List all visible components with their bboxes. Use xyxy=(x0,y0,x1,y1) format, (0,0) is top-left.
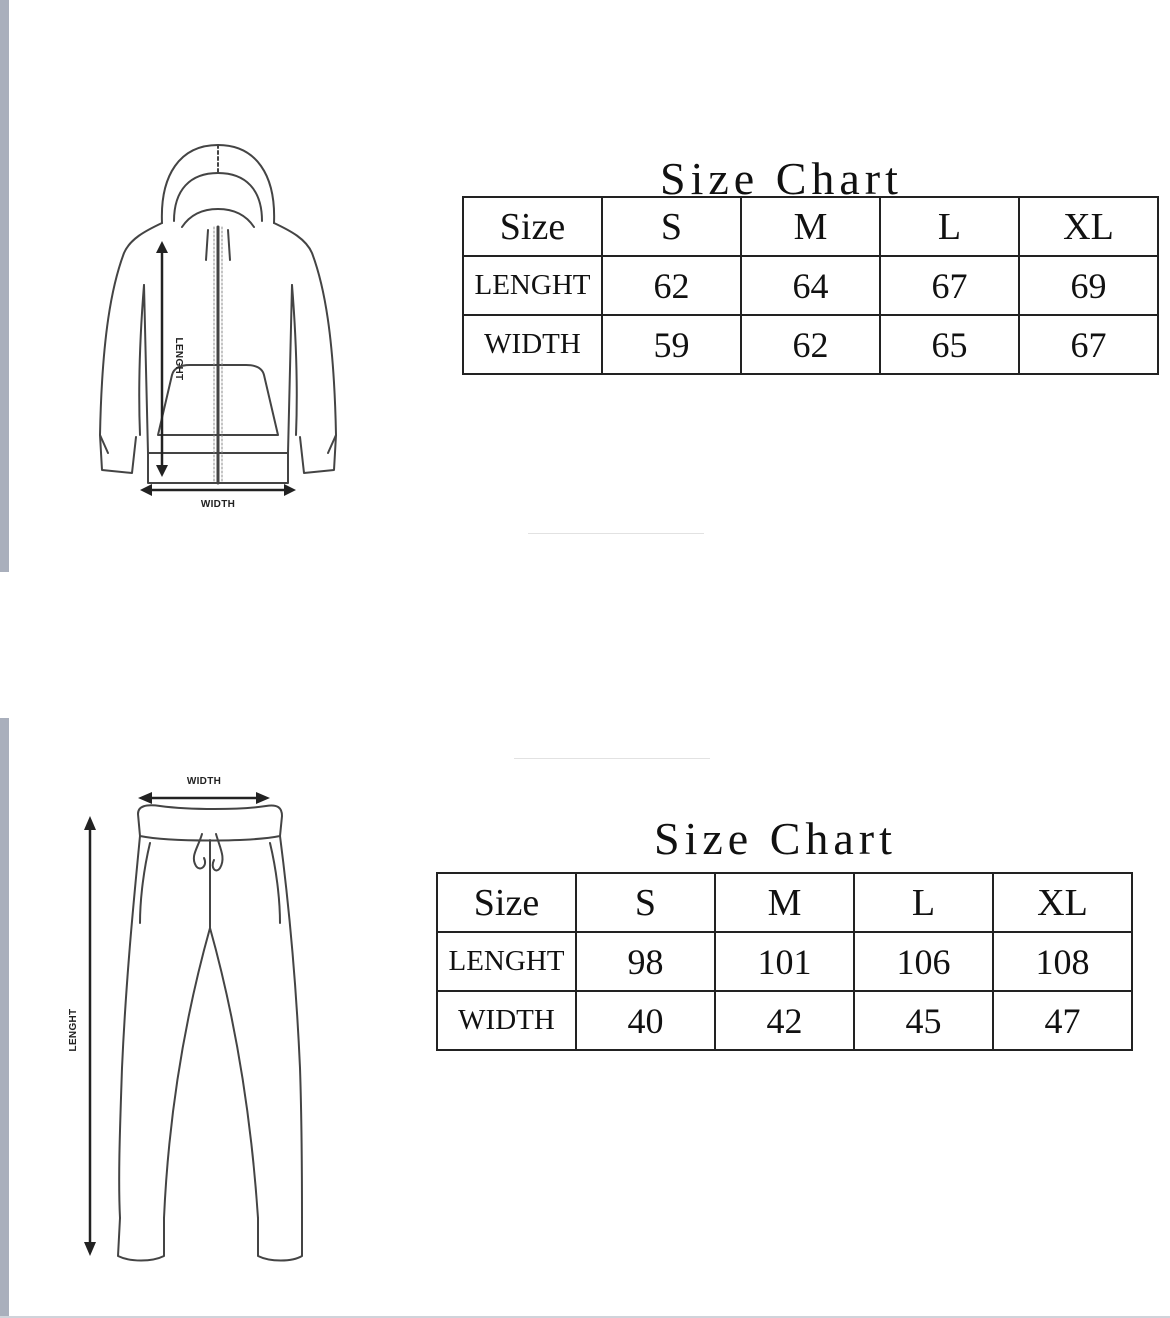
table-cell: 62 xyxy=(602,256,741,315)
pants-width-label: WIDTH xyxy=(186,776,222,787)
table-cell: 47 xyxy=(993,991,1132,1050)
pants-length-label: LENGHT xyxy=(68,1008,79,1052)
hoodie-width-label: WIDTH xyxy=(200,499,236,510)
table-row xyxy=(437,991,1132,1050)
header-cell: L xyxy=(880,197,1019,256)
header-cell: M xyxy=(715,873,854,932)
hoodie-chart-title: Size Chart xyxy=(660,153,903,204)
header-cell: Size xyxy=(463,197,602,256)
divider xyxy=(528,533,704,534)
header-cell: XL xyxy=(993,873,1132,932)
table-cell: 101 xyxy=(715,932,854,991)
header-cell: S xyxy=(602,197,741,256)
table-cell: 40 xyxy=(576,991,715,1050)
pants-size-table xyxy=(436,872,1133,1051)
left-accent-bar xyxy=(0,718,9,1318)
table-row xyxy=(463,256,1158,315)
table-cell: 106 xyxy=(854,932,993,991)
row-label-length: LENGHT xyxy=(437,932,576,991)
row-label-length: LENGHT xyxy=(463,256,602,315)
row-label-width: WIDTH xyxy=(463,315,602,374)
joggers-outline-icon xyxy=(40,748,330,1268)
table-cell: 62 xyxy=(741,315,880,374)
table-cell: 64 xyxy=(741,256,880,315)
table-cell: 69 xyxy=(1019,256,1158,315)
table-cell: 59 xyxy=(602,315,741,374)
row-label-width: WIDTH xyxy=(437,991,576,1050)
header-cell: S xyxy=(576,873,715,932)
header-cell: Size xyxy=(437,873,576,932)
table-cell: 65 xyxy=(880,315,1019,374)
pants-size-section xyxy=(0,718,1170,1318)
table-header-row xyxy=(463,197,1158,256)
header-cell: L xyxy=(854,873,993,932)
header-cell: M xyxy=(741,197,880,256)
table-row xyxy=(463,315,1158,374)
header-cell: XL xyxy=(1019,197,1158,256)
table-cell: 67 xyxy=(1019,315,1158,374)
table-cell: 42 xyxy=(715,991,854,1050)
pants-chart-title: Size Chart xyxy=(654,813,897,864)
table-cell: 108 xyxy=(993,932,1132,991)
table-header-row xyxy=(437,873,1132,932)
hoodie-size-table xyxy=(462,196,1159,375)
hoodie-outline-icon xyxy=(90,135,350,515)
table-row xyxy=(437,932,1132,991)
hoodie-length-label: LENGHT xyxy=(173,337,184,381)
table-cell: 45 xyxy=(854,991,993,1050)
table-cell: 98 xyxy=(576,932,715,991)
hoodie-size-section xyxy=(0,0,1170,572)
table-cell: 67 xyxy=(880,256,1019,315)
divider xyxy=(514,758,710,759)
left-accent-bar xyxy=(0,0,9,572)
